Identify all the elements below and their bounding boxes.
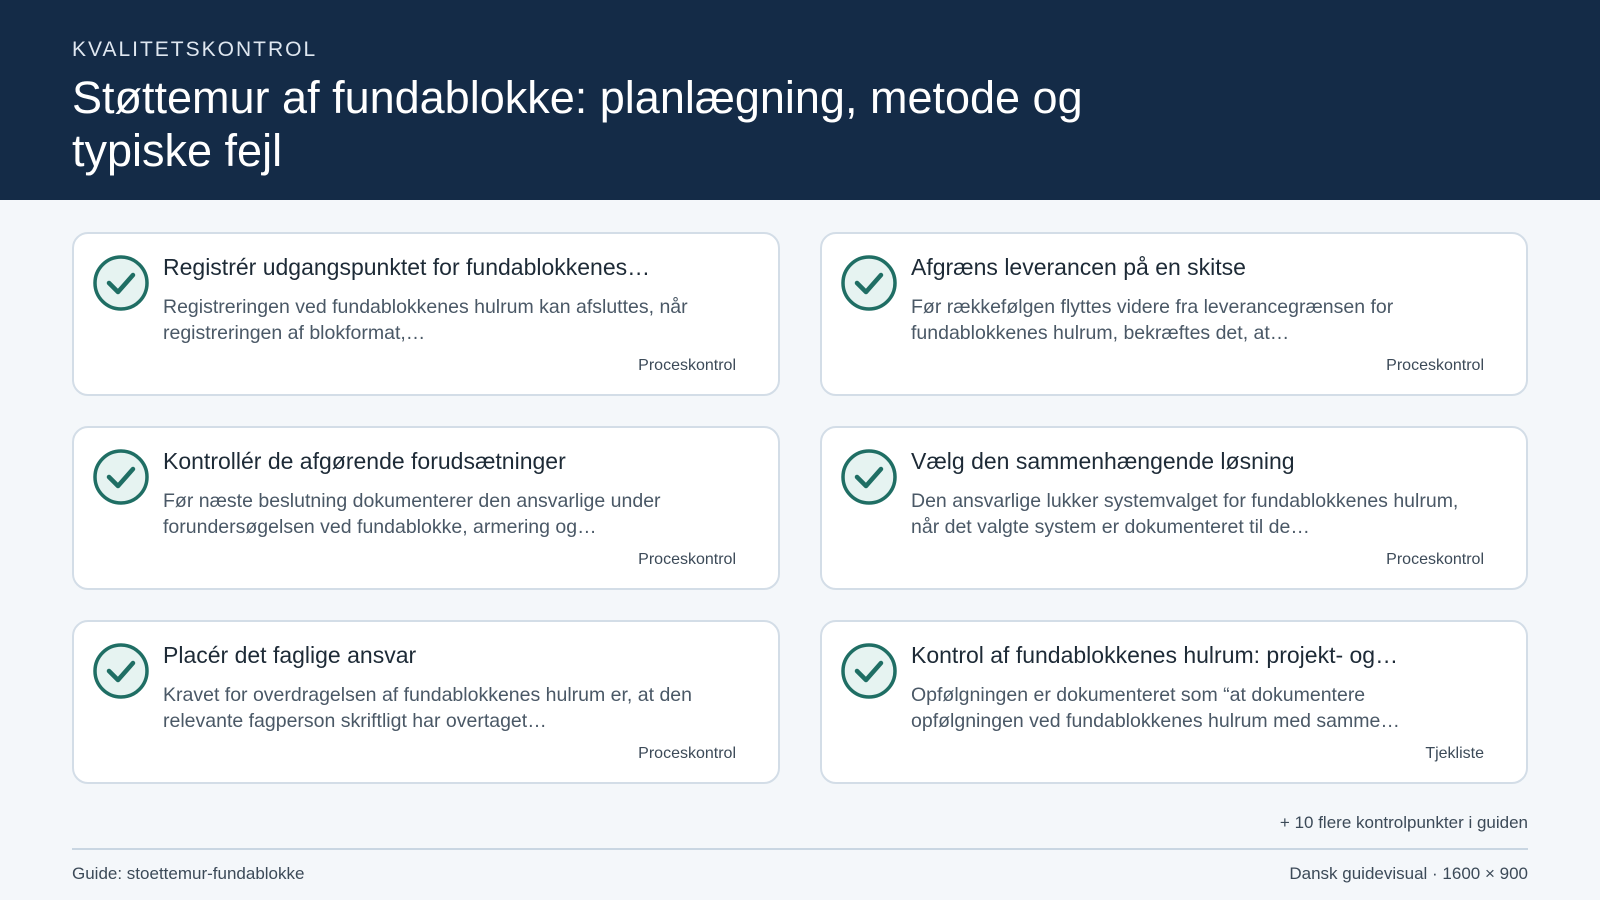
footer-divider xyxy=(72,848,1528,850)
checkpoint-title: Afgræns leverancen på en skitse xyxy=(911,254,1246,280)
more-checkpoints-link[interactable]: + 10 flere kontrolpunkter i guiden xyxy=(1279,813,1528,832)
check-circle-icon xyxy=(92,642,150,700)
checkpoint-tag: Proceskontrol xyxy=(638,745,736,762)
check-circle-icon xyxy=(840,448,898,506)
checkpoint-card[interactable] xyxy=(820,232,1528,396)
checkpoint-title: Vælg den sammenhængende løsning xyxy=(911,448,1295,474)
checkpoint-description: Registreringen ved fundablokkenes hulrum kan afsluttes, når registreringen af blokformat,… xyxy=(163,296,688,344)
checkpoint-description: Opfølgningen er dokumenteret som “at dokumentere opfølgningen ved fundablokkenes hulrum med samme… xyxy=(911,684,1400,732)
checkpoint-tag: Proceskontrol xyxy=(638,551,736,568)
checkpoint-title: Registrér udgangspunktet for fundablokkenes… xyxy=(163,254,651,280)
header-banner xyxy=(0,0,1600,200)
checkpoint-card[interactable] xyxy=(72,232,780,396)
footer-meta-label: Dansk guidevisual · 1600 × 900 xyxy=(1289,864,1528,883)
checkpoint-description: Før næste beslutning dokumenterer den ansvarlige under forundersøgelsen ved fundablokke, armering og… xyxy=(163,490,661,538)
checkpoint-description: Kravet for overdragelsen af fundablokkenes hulrum er, at den relevante fagperson skriftligt har overtaget… xyxy=(163,684,692,732)
page-title: Støttemur af fundablokke: planlægning, metode og typiske fejl xyxy=(72,72,1083,176)
checkpoint-description: Den ansvarlige lukker systemvalget for fundablokkenes hulrum, når det valgte system er dokumenteret til de… xyxy=(911,490,1459,538)
check-circle-icon xyxy=(840,642,898,700)
checkpoint-grid xyxy=(72,232,1528,784)
checkpoint-title: Kontrol af fundablokkenes hulrum: projekt- og… xyxy=(911,642,1399,668)
checkpoint-tag: Tjekliste xyxy=(1425,745,1484,762)
checkpoint-tag: Proceskontrol xyxy=(1386,551,1484,568)
checkpoint-card[interactable] xyxy=(72,620,780,784)
footer-guide-label: Guide: stoettemur-fundablokke xyxy=(72,864,305,883)
checkpoint-card[interactable] xyxy=(72,426,780,590)
checkpoint-card[interactable] xyxy=(820,426,1528,590)
check-circle-icon xyxy=(92,448,150,506)
check-circle-icon xyxy=(92,254,150,312)
checkpoint-title: Placér det faglige ansvar xyxy=(163,642,417,668)
checkpoint-title: Kontrollér de afgørende forudsætninger xyxy=(163,448,566,474)
eyebrow-label: KVALITETSKONTROL xyxy=(72,38,318,61)
checkpoint-tag: Proceskontrol xyxy=(638,357,736,374)
checkpoint-card[interactable] xyxy=(820,620,1528,784)
checkpoint-tag: Proceskontrol xyxy=(1386,357,1484,374)
check-circle-icon xyxy=(840,254,898,312)
checkpoint-description: Før rækkefølgen flyttes videre fra leverancegrænsen for fundablokkenes hulrum, bekræftes det, at… xyxy=(911,296,1394,344)
